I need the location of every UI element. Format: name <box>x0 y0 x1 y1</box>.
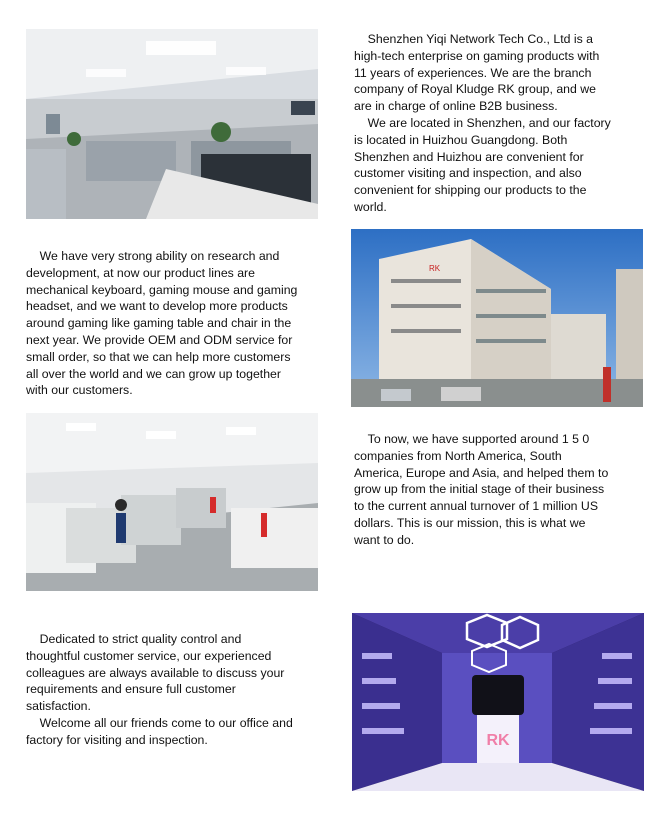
location-paragraph: We are located in Shenzhen, and our factory is located in Huizhou Guangdong. Both Shenzhen and Huizhou are convenient for customer visiting and inspection, and also convenient for shipping our products to the world. <box>354 115 611 214</box>
showroom-logo: RK <box>486 732 510 749</box>
mission-paragraph: To now, we have supported around 1 5 0 companies from North America, South America, Europe and Asia, and helped them to grow up from the initial stage of their business to the current annual turnover of 1 million US dollars. This is our mission, this is what we want to do. <box>354 432 609 547</box>
production-line-photo <box>26 413 318 591</box>
quality-text-block <box>26 631 346 749</box>
rd-paragraph: We have very strong ability on research and development, at now our product lines are mechanical keyboard, gaming mouse and gaming headset, and we want to develop more products around gaming like gaming table and chair in the next year. We provide OEM and ODM service for small order, so that we can help more customers all over the world and we can grow up together with our customers. <box>26 249 298 398</box>
building-sign: RK <box>429 264 441 273</box>
office-photo <box>26 29 318 219</box>
company-intro-paragraph: Shenzhen Yiqi Network Tech Co., Ltd is a high-tech enterprise on gaming products with 11 years of experiences. We are the branch company of Royal Kludge RK group, and we are in charge of online B2B business. <box>354 32 600 114</box>
rd-text-block <box>26 248 346 399</box>
welcome-paragraph: Welcome all our friends come to our office and factory for visiting and inspection. <box>26 715 293 747</box>
showroom-photo <box>352 613 644 791</box>
mission-text-block <box>354 431 654 549</box>
factory-building-photo <box>351 229 643 407</box>
intro-text-block <box>354 31 654 216</box>
quality-paragraph: Dedicated to strict quality control and thoughtful customer service, our experienced colleagues are always available to discuss your requirements and ensure full customer satisfaction. <box>26 632 285 714</box>
